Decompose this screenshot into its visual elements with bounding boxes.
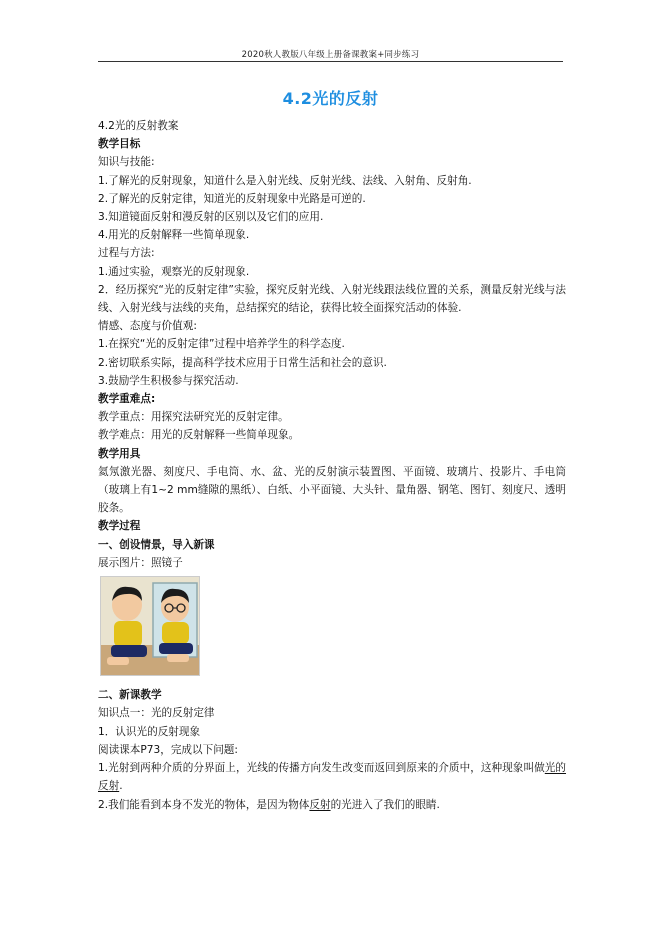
question-2 xyxy=(98,796,566,814)
knowledge-item: 2.了解光的反射定律，知道光的反射现象中光路是可逆的. xyxy=(98,192,366,205)
knowledge-item: 4.用光的反射解释一些简单现象. xyxy=(98,229,250,242)
question-1 xyxy=(98,759,566,795)
question-2-answer: 反射 xyxy=(309,798,331,811)
page-title: 4.2光的反射 xyxy=(282,89,379,108)
question-1-answer: 光的反射 xyxy=(98,762,567,793)
goals-heading: 教学目标 xyxy=(98,138,141,151)
question-1-text: 1.光射到两种介质的分界面上，光线的传播方向发生改变而返回到原来的介质中，这种现象叫做 xyxy=(98,762,545,775)
attitude-item: 3.鼓励学生积极参与探究活动. xyxy=(98,374,239,387)
question-1-end: . xyxy=(119,780,123,793)
process-heading: 教学过程 xyxy=(98,520,141,533)
part1-heading: 一、创设情景，导入新课 xyxy=(98,538,215,551)
difficult-point: 教学难点：用光的反射解释一些简单现象。 xyxy=(98,429,300,442)
part2-heading: 二、新课教学 xyxy=(98,689,162,702)
reading-instruction: 阅读课本P73，完成以下问题: xyxy=(98,743,238,756)
lesson-subtitle: 4.2光的反射教案 xyxy=(98,120,179,132)
key-points-heading: 教学重难点: xyxy=(98,393,156,406)
header-divider xyxy=(98,61,563,62)
mirror-illustration xyxy=(98,572,566,686)
process-method-item: 2．经历探究“光的反射定律”实验，探究反射光线、入射光线跟法线位置的关系，测量反射光线与法线、入射光线与法线的夹角，总结探究的结论，获得比较全面探究活动的体验. xyxy=(98,283,566,315)
question-2-end: 的光进入了我们的眼睛. xyxy=(330,798,440,811)
knowledge-item: 1.了解光的反射现象，知道什么是入射光线、反射光线、法线、入射角、反射角. xyxy=(98,174,472,187)
document-body xyxy=(98,117,566,814)
process-method-item: 1.通过实验，观察光的反射现象. xyxy=(98,265,250,278)
page-header: 2020秋人教版八年级上册备课教案+同步练习 xyxy=(241,50,420,60)
subsection-1: 1．认识光的反射现象 xyxy=(98,725,201,738)
question-2-text: 2.我们能看到本身不发光的物体，是因为物体 xyxy=(98,798,310,811)
key-point: 教学重点：用探究法研究光的反射定律。 xyxy=(98,411,289,424)
show-picture-text: 展示图片：照镜子 xyxy=(98,556,183,569)
process-method-heading: 过程与方法: xyxy=(98,247,155,260)
attitude-item: 1.在探究“光的反射定律”过程中培养学生的科学态度. xyxy=(98,338,345,351)
knowledge-item: 3.知道镜面反射和漫反射的区别以及它们的应用. xyxy=(98,211,324,224)
tools-heading: 教学用具 xyxy=(98,447,141,460)
attitude-item: 2.密切联系实际，提高科学技术应用于日常生活和社会的意识. xyxy=(98,356,387,369)
knowledge-point-1: 知识点一：光的反射定律 xyxy=(98,707,215,720)
tools-text: 氦氖激光器、刻度尺、手电筒、水、盆、光的反射演示装置图、平面镜、玻璃片、投影片、手电筒（玻璃上有1~2 mm缝隙的黑纸）、白纸、小平面镜、大头针、量角器、钢笔、图钉、刻度尺、透明胶条。 xyxy=(98,465,566,515)
attitude-heading: 情感、态度与价值观: xyxy=(98,320,197,333)
knowledge-heading: 知识与技能: xyxy=(98,156,155,169)
